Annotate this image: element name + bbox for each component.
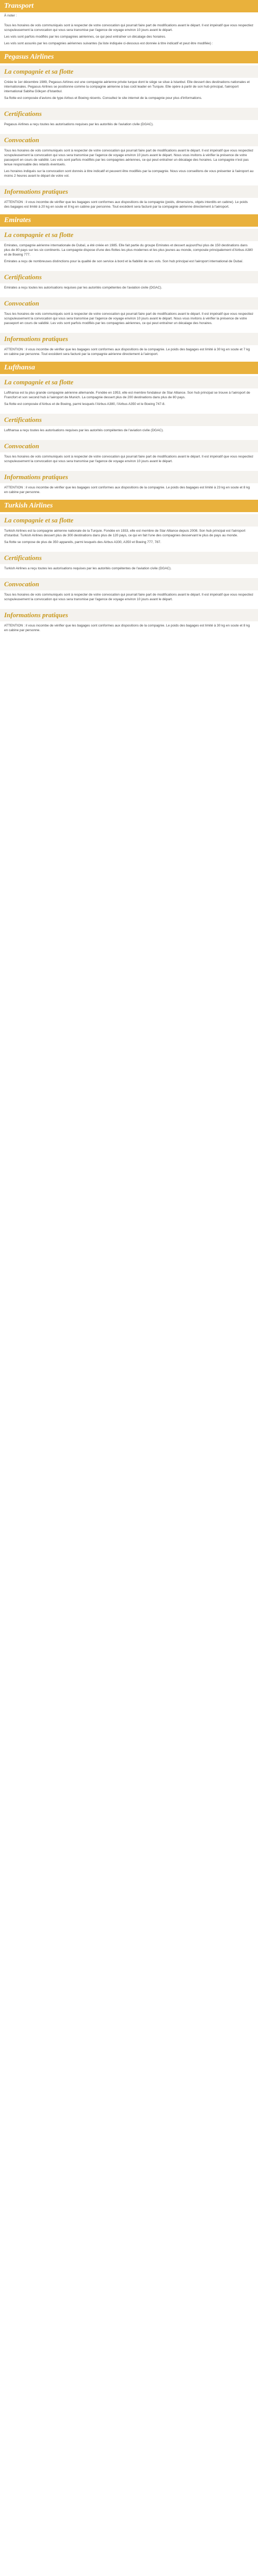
subsection-heading: La compagnie et sa flotte xyxy=(0,514,258,527)
paragraph: Emirates, compagnie aérienne internationale de Dubaï, a été créée en 1985. Elle fait partie du groupe Emirates et dessert aujourd'hui plus de 150 destinations dans plus de 80 pays sur les six continents. La compagnie dispose d'une des flottes les plus modernes et les plus jeunes au monde, composée principalement d'Airbus A380 et de Boeing 777. xyxy=(4,244,253,257)
text-block xyxy=(0,78,258,106)
paragraph: Les vols sont assurés par les compagnies aériennes suivantes (la liste indiquée ci-dessous est donnée à titre indicatif et peut être modifiée) : xyxy=(4,42,213,45)
section-heading: Pegasus Airlines xyxy=(0,51,258,63)
text-block xyxy=(0,621,258,638)
paragraph: Sa flotte se compose de plus de 350 appareils, parmi lesquels des Airbus A330, A350 et Boeing 777, 787. xyxy=(4,540,162,544)
text-block xyxy=(0,120,258,132)
text-block xyxy=(0,146,258,183)
text-block xyxy=(0,590,258,607)
subsection-heading: Convocation xyxy=(0,578,258,590)
subsection-heading: Certifications xyxy=(0,271,258,283)
text-block xyxy=(0,426,258,438)
subsection-heading: Informations pratiques xyxy=(0,185,258,198)
text-block xyxy=(0,345,258,362)
subsection-heading: Convocation xyxy=(0,297,258,310)
text-block xyxy=(0,241,258,269)
paragraph: Lufthansa est la plus grande compagnie aérienne allemande. Fondée en 1953, elle est membre fondateur de Star Alliance. Son hub principal se trouve à l'aéroport de Francfort et son second hub à l'aéroport de Munich. La compagnie dessert plus de 200 destinations dans plus de 80 pays. xyxy=(4,391,250,399)
subsection-heading: La compagnie et sa flotte xyxy=(0,65,258,78)
paragraph: Tous les horaires de vols communiqués sont à respecter de votre convocation qui pourrait faire part de modifications avant le départ. Il est impératif que vous respectiez scrupuleusement la convocation qui vous sera transmise par l'agence de voyage environ 10 jours avant le départ. Nous vous invitons à vérifier la présence de votre passeport en cours de validité. Les vols sont parfois modifiés par les compagnies aériennes, ce qui peut entraîner un décalage des horaires. La compagnie n'est pas tenue responsable des retards éventuels. xyxy=(4,149,254,166)
paragraph: Les vols sont parfois modifiés par les compagnies aériennes, ce qui peut entraîner un décalage des horaires. xyxy=(4,35,166,39)
subsection-heading: Certifications xyxy=(0,108,258,120)
paragraph: Les horaires indiqués sur la convocation sont donnés à titre indicatif et peuvent être modifiés par la compagnie. Nous vous conseillons de vous présenter à l'aéroport au moins 2 heures avant le départ de votre vol. xyxy=(4,170,254,178)
subsection-heading: Convocation xyxy=(0,134,258,146)
paragraph: Pegasus Airlines a reçu toutes les autorisations requises par les autorités de l'aviation civile (DGAC). xyxy=(4,123,154,126)
page xyxy=(0,0,258,638)
text-block xyxy=(0,198,258,214)
section-heading: Transport xyxy=(0,0,258,12)
paragraph: Tous les horaires de vols communiqués sont à respecter de votre convocation qui pourrait faire part de modifications avant le départ. Il est impératif que vous respectiez scrupuleusement la convocation qui vous sera transmise par l'agence de voyage environ 10 jours avant le départ. Nous vous invitons à vérifier la présence de votre passeport en cours de validité. Les vols sont parfois modifiés par les compagnies aériennes, ce qui peut entraîner un décalage des horaires. xyxy=(4,312,254,325)
text-block xyxy=(0,527,258,550)
subsection-heading: Informations pratiques xyxy=(0,333,258,345)
subsection-heading: La compagnie et sa flotte xyxy=(0,229,258,241)
subsection-heading: Certifications xyxy=(0,552,258,564)
text-block xyxy=(0,283,258,295)
text-block xyxy=(0,483,258,500)
text-block xyxy=(0,564,258,576)
subsection-heading: Certifications xyxy=(0,414,258,426)
paragraph: Créée le 1er décembre 1989, Pegasus Airlines est une compagnie aérienne privée turque dont le siège se situe à Istanbul. Elle dessert des destinations nationales et internationales. Pegasus Airlines se positionne comme la compagnie aérienne à bas coût leader en Turquie. Elle opère à partir de son hub principal, l'aéroport international Sabiha Gökçen d'Istanbul. xyxy=(4,80,250,93)
paragraph: Turkish Airlines a reçu toutes les autorisations requises par les autorités compétentes de l'aviation civile (DGAC). xyxy=(4,567,172,570)
paragraph: Tous les horaires de vols communiqués sont à respecter de votre convocation qui pourrait faire part de modifications avant le départ. Il est impératif que vous respectiez scrupuleusement la convocation qui vous sera transmise par l'agence de voyage environ 10 jours avant le départ. xyxy=(4,593,254,601)
text-block xyxy=(0,388,258,412)
text-block xyxy=(0,310,258,331)
section-intro: À noter : xyxy=(4,14,17,18)
subsection-heading: Informations pratiques xyxy=(0,609,258,621)
paragraph: Sa flotte est composée d'avions de type Airbus et Boeing récents. Consultez le site internet de la compagnie pour plus d'informations. xyxy=(4,96,202,100)
paragraph: Lufthansa a reçu toutes les autorisations requises par les autorités compétentes de l'aviation civile (DGAC). xyxy=(4,429,164,432)
paragraph: ATTENTION : il vous incombe de vérifier que les bagages sont conformes aux dispositions de la compagnie (poids, dimensions, objets interdits en cabine). Le poids des bagages est limité à 20 kg en soute et 8 kg en cabine par personne. Tout excédent sera facturé par la compagnie aérienne directement à l'aéroport. xyxy=(4,200,248,209)
paragraph: ATTENTION : il vous incombe de vérifier que les bagages sont conformes aux dispositions de la compagnie. Le poids des bagages est limité à 23 kg en soute et 8 kg en cabine par personne. xyxy=(4,486,250,494)
subsection-heading: Convocation xyxy=(0,440,258,452)
section-heading: Turkish Airlines xyxy=(0,500,258,512)
text-block xyxy=(0,452,258,469)
section-heading: Lufthansa xyxy=(0,362,258,374)
paragraph: ATTENTION : il vous incombe de vérifier que les bagages sont conformes aux dispositions de la compagnie. Le poids des bagages est limité à 30 kg en soute et 8 kg en cabine par personne. xyxy=(4,624,250,632)
paragraph: ATTENTION : il vous incombe de vérifier que les bagages sont conformes aux dispositions de la compagnie. Le poids des bagages est limité à 30 kg en soute et 7 kg en cabine par personne. Tout excédent sera facturé par la compagnie aérienne directement à l'aéroport. xyxy=(4,348,250,356)
paragraph: Turkish Airlines est la compagnie aérienne nationale de la Turquie. Fondée en 1933, elle est membre de Star Alliance depuis 2008. Son hub principal est l'aéroport d'Istanbul. Turkish Airlines dessert plus de 300 destinations dans plus de 120 pays, ce qui en fait l'une des compagnies desservant le plus de pays au monde. xyxy=(4,529,246,537)
paragraph: Sa flotte est composée d'Airbus et de Boeing, parmi lesquels l'Airbus A380, l'Airbus A350 et le Boeing 747-8. xyxy=(4,402,166,406)
paragraph: Tous les horaires de vols communiqués sont à respecter de votre convocation qui pourrait faire part de modifications avant le départ. Il est impératif que vous respectiez scrupuleusement la convocation qui vous sera transmise par l'agence de voyage environ 10 jours avant le départ. xyxy=(4,455,254,463)
subsection-heading: La compagnie et sa flotte xyxy=(0,376,258,388)
paragraph: Emirates a reçu de nombreuses distinctions pour la qualité de son service à bord et la fiabilité de ses vols. Son hub principal est l'aéroport international de Dubaï. xyxy=(4,260,244,263)
section-heading: Emirates xyxy=(0,214,258,227)
paragraph: Emirates a reçu toutes les autorisations requises par les autorités compétentes de l'aviation civile (DGAC). xyxy=(4,286,163,290)
subsection-heading: Informations pratiques xyxy=(0,471,258,483)
paragraph: Tous les horaires de vols communiqués sont à respecter de votre convocation qui pourrait faire part de modifications avant le départ. Il est impératif que vous respectiez scrupuleusement la convocation qui vous sera transmise par l'agence de voyage environ 10 jours avant le départ. xyxy=(4,24,254,32)
text-block xyxy=(0,21,258,51)
